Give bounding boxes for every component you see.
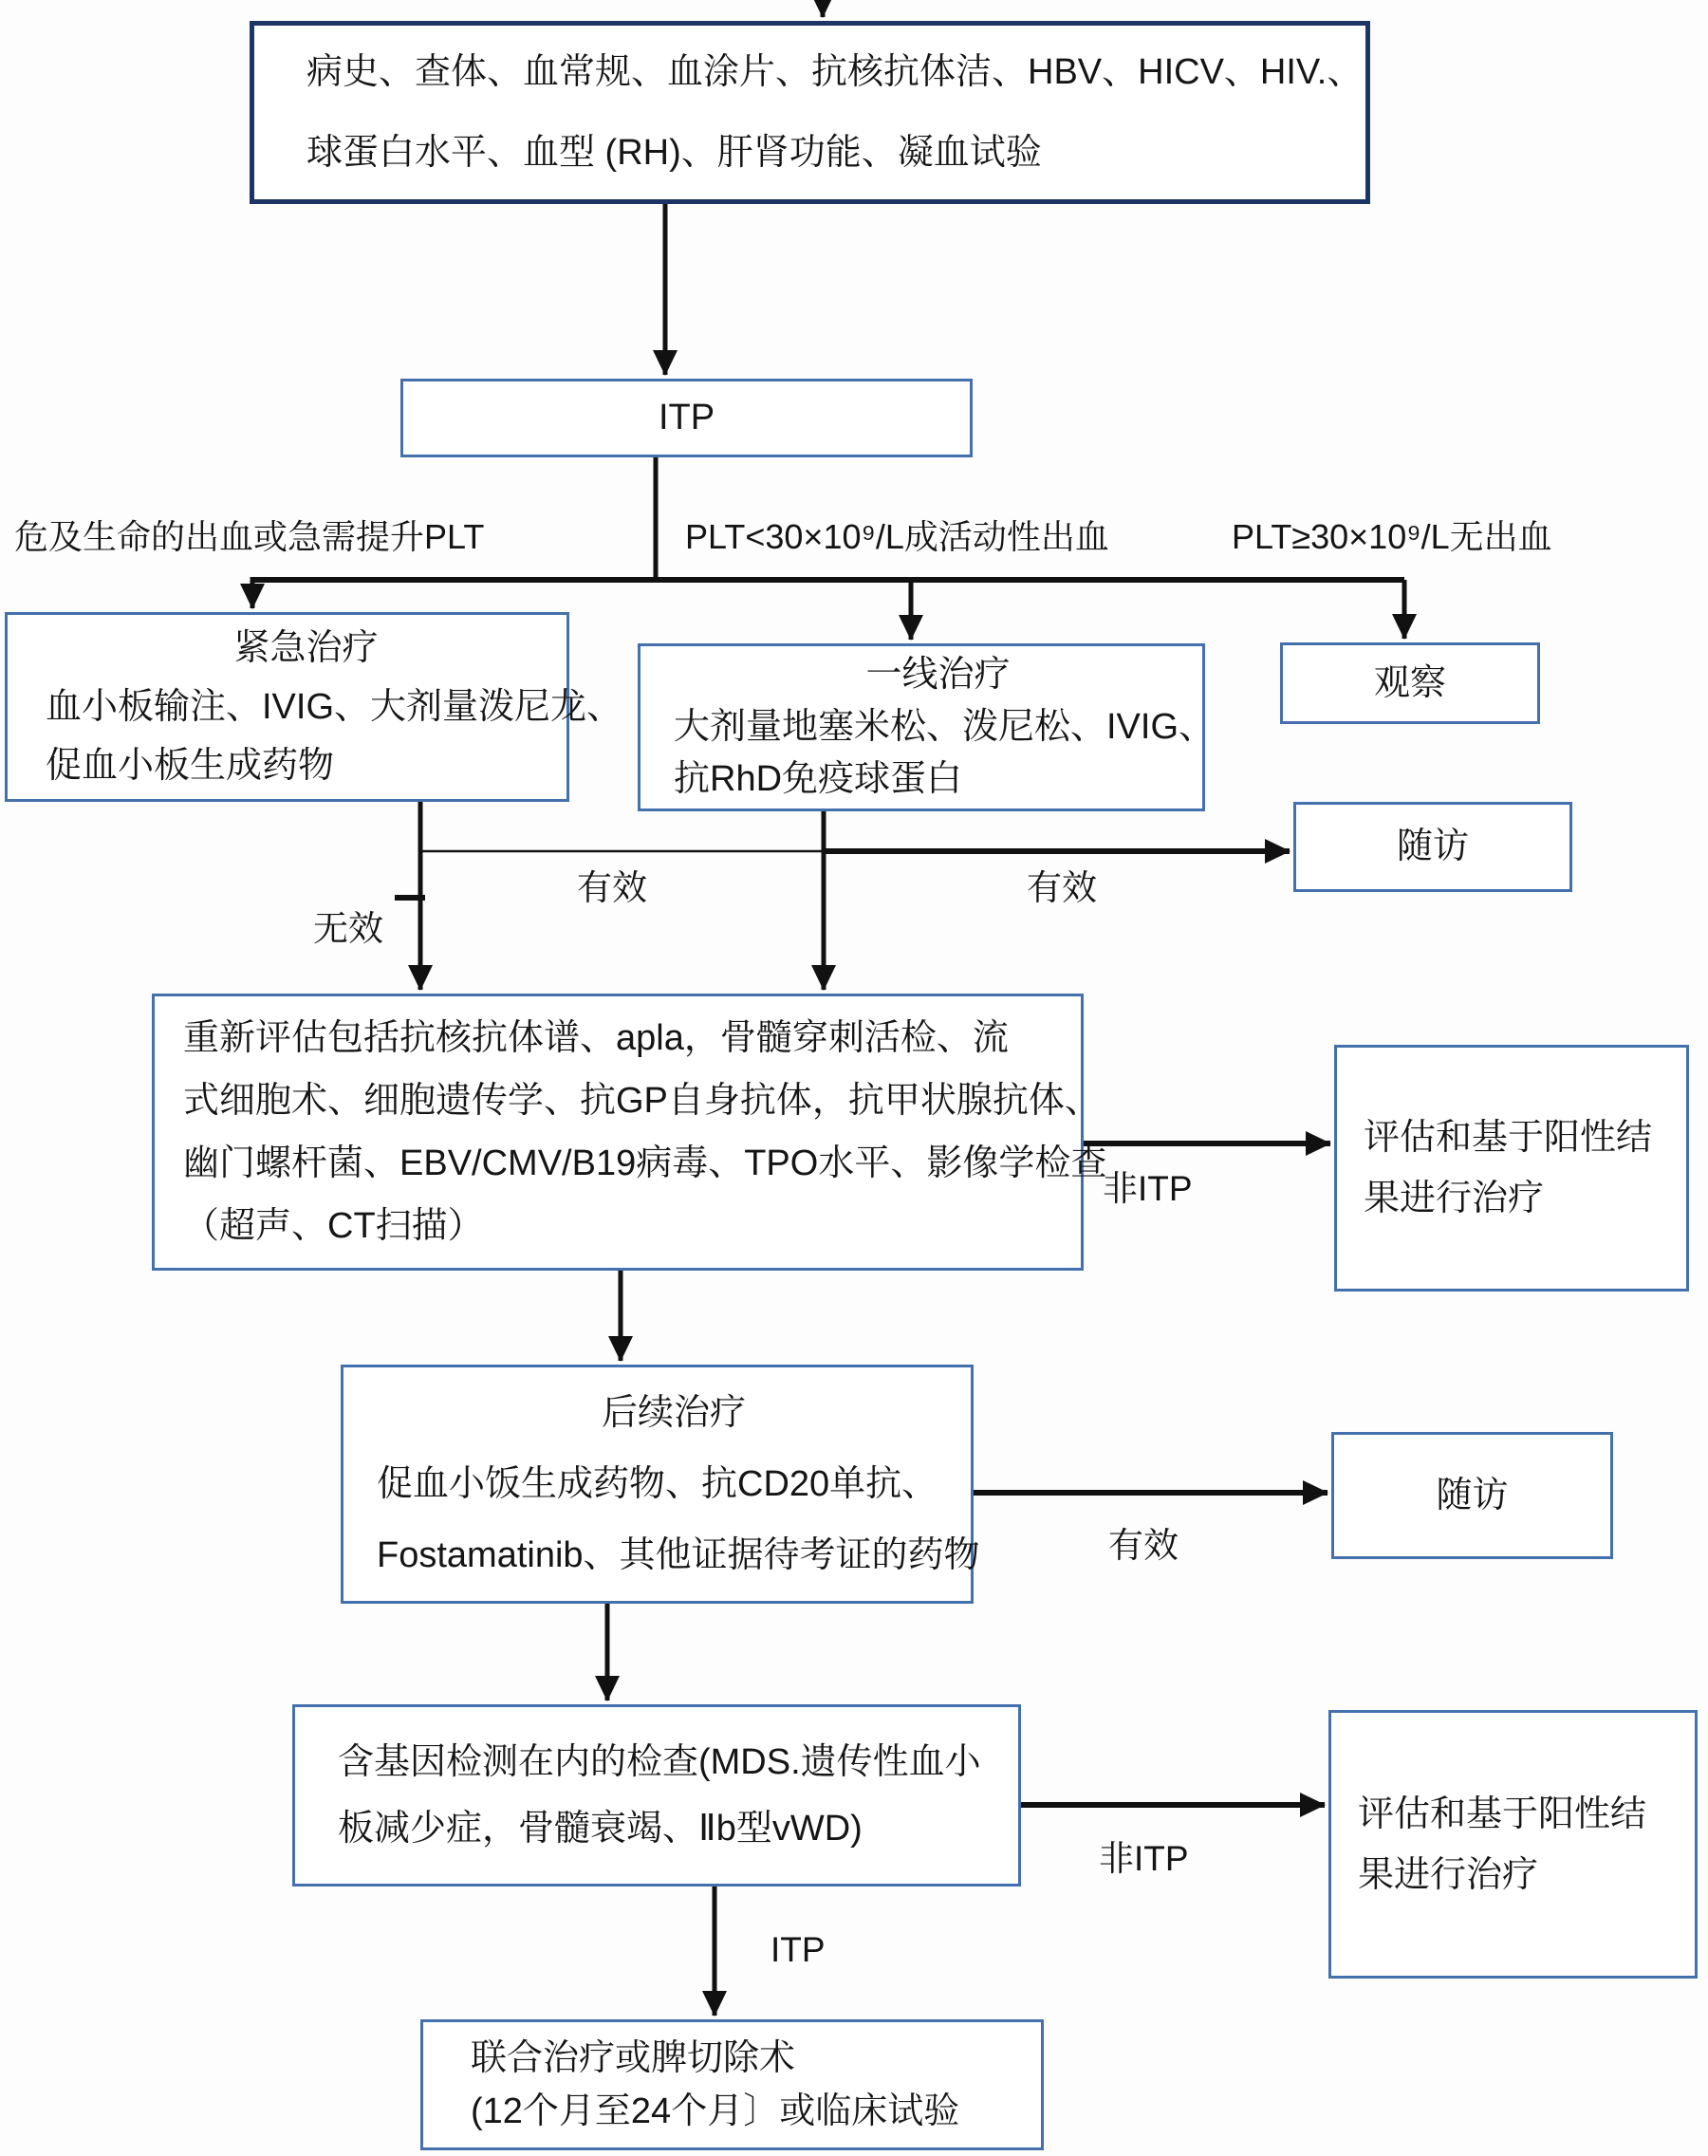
node-observe — [1280, 642, 1540, 724]
edge-label-life-threatening-bleeding: 危及生命的出血或急需提升PLT — [14, 517, 485, 556]
emergency-title: 紧急治疗 — [233, 628, 379, 668]
node-combination-or-splenectomy — [420, 2019, 1044, 2150]
edge-label-non-itp-1: 非ITP — [1103, 1169, 1193, 1208]
reassess-line-3: 幽门螺杆菌、EBV/CMV/B19病毒、TPO水平、影像学检查 — [183, 1143, 1107, 1183]
node-subsequent-treatment — [341, 1365, 980, 1604]
edge-label-effective-3: 有效 — [1108, 1526, 1179, 1565]
subsequent-line-2: Fostamatinib、其他证据待考证的药物 — [377, 1534, 980, 1575]
follow-up-2-label: 随访 — [1436, 1475, 1509, 1515]
assess1-line-1: 评估和基于阳性结 — [1364, 1118, 1653, 1158]
reassess-line-4: （超声、CT扫描） — [183, 1206, 484, 1246]
edge-label-itp: ITP — [770, 1930, 826, 1969]
first-line-line-1: 大剂量地塞米松、泼尼松、IVIG、 — [674, 707, 1216, 747]
combination-line-1: 联合治疗或脾切除术 — [471, 2038, 796, 2078]
node-follow-up-1 — [1293, 802, 1572, 892]
assess2-line-1: 评估和基于阳性结 — [1358, 1794, 1647, 1834]
reassess-line-1: 重新评估包括抗核抗体谱、apla，骨髓穿刺活检、流 — [183, 1018, 1009, 1058]
observe-label: 观察 — [1373, 662, 1446, 703]
node-first-line-treatment — [638, 643, 1216, 811]
node-follow-up-2 — [1331, 1432, 1613, 1559]
first-line-title: 一线治疗 — [865, 655, 1011, 695]
node-assess-treat-positive-1 — [1334, 1045, 1689, 1292]
follow-up-1-label: 随访 — [1396, 827, 1469, 867]
workup-line-2: 球蛋白水平、血型 (RH)、肝肾功能、凝血试验 — [306, 132, 1042, 173]
itp-label: ITP — [658, 398, 715, 438]
node-assess-treat-positive-2 — [1328, 1710, 1698, 1979]
node-reassessment — [152, 994, 1107, 1271]
edge-label-plt-below-30: PLT<30×10⁹/L成活动性出血 — [685, 517, 1109, 556]
edge-label-effective-2: 有效 — [1027, 868, 1097, 907]
node-itp — [400, 379, 973, 457]
node-genetic-testing — [292, 1704, 1021, 1886]
edge-label-non-itp-2: 非ITP — [1099, 1839, 1189, 1878]
node-initial-workup — [250, 21, 1370, 204]
edge-label-plt-at-least-30: PLT≥30×10⁹/L无出血 — [1232, 517, 1552, 556]
subsequent-title: 后续治疗 — [601, 1392, 746, 1433]
first-line-line-2: 抗RhD免疫球蛋白 — [674, 759, 963, 799]
emergency-line-2: 促血小板生成药物 — [46, 746, 335, 786]
assess2-line-2: 果进行治疗 — [1358, 1854, 1539, 1895]
edge-label-ineffective: 无效 — [313, 909, 383, 948]
genetic-line-2: 板减少症，骨髓衰竭、Ⅱb型vWD) — [338, 1809, 863, 1849]
genetic-line-1: 含基因检测在内的检查(MDS.遗传性血小 — [338, 1742, 981, 1782]
combination-line-2: (12个月至24个月〕或临床试验 — [471, 2091, 960, 2131]
reassess-line-2: 式细胞术、细胞遗传学、抗GP自身抗体，抗甲状腺抗体、 — [183, 1081, 1101, 1121]
emergency-line-1: 血小板输注、IVIG、大剂量泼尼龙、 — [46, 687, 623, 727]
subsequent-line-1: 促血小饭生成药物、抗CD20单抗、 — [377, 1463, 938, 1504]
node-emergency-treatment — [5, 612, 623, 802]
workup-line-1: 病史、查体、血常规、血涂片、抗核抗体洁、HBV、HICV、HIV.、 — [306, 51, 1364, 92]
edge-label-effective-1: 有效 — [577, 868, 647, 907]
assess1-line-2: 果进行治疗 — [1364, 1179, 1545, 1218]
